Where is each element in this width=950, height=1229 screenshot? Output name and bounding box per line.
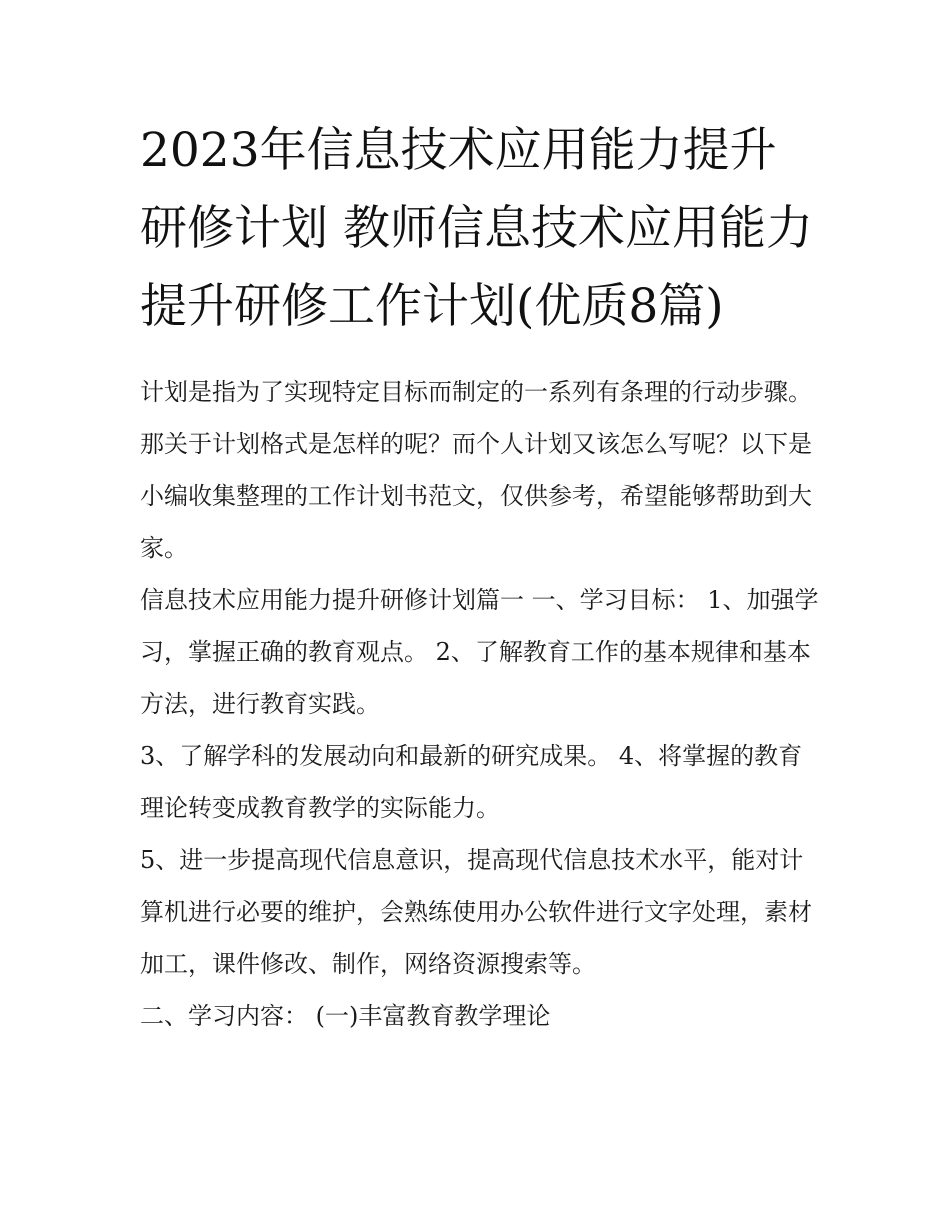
document-page (140, 112, 820, 1042)
goal-5-paragraph: 5、进一步提高现代信息意识，提高现代信息技术水平，能对计算机进行必要的维护，会熟练使用办公软件进行文字处理，素材加工，课件修改、制作，网络资源搜索等。 (140, 846, 812, 978)
section-one-goals-paragraph: 信息技术应用能力提升研修计划篇一 一、学习目标： 1、加强学习，掌握正确的教育观点。 2、了解教育工作的基本规律和基本方法，进行教育实践。 (140, 586, 819, 718)
goals-3-4-paragraph: 3、了解学科的发展动向和最新的研究成果。 4、将掌握的教育理论转变成教育教学的实际能力。 (140, 742, 803, 822)
document-title: 2023年信息技术应用能力提升研修计划 教师信息技术应用能力提升研修工作计划(优质8篇) (140, 123, 813, 334)
document-body (140, 366, 820, 1042)
intro-paragraph: 计划是指为了实现特定目标而制定的一系列有条理的行动步骤。那关于计划格式是怎样的呢？而个人计划又该怎么写呢？以下是小编收集整理的工作计划书范文，仅供参考，希望能够帮助到大家。 (140, 378, 812, 562)
learning-content-heading: 二、学习内容： (一)丰富教育教学理论 (140, 1002, 551, 1030)
